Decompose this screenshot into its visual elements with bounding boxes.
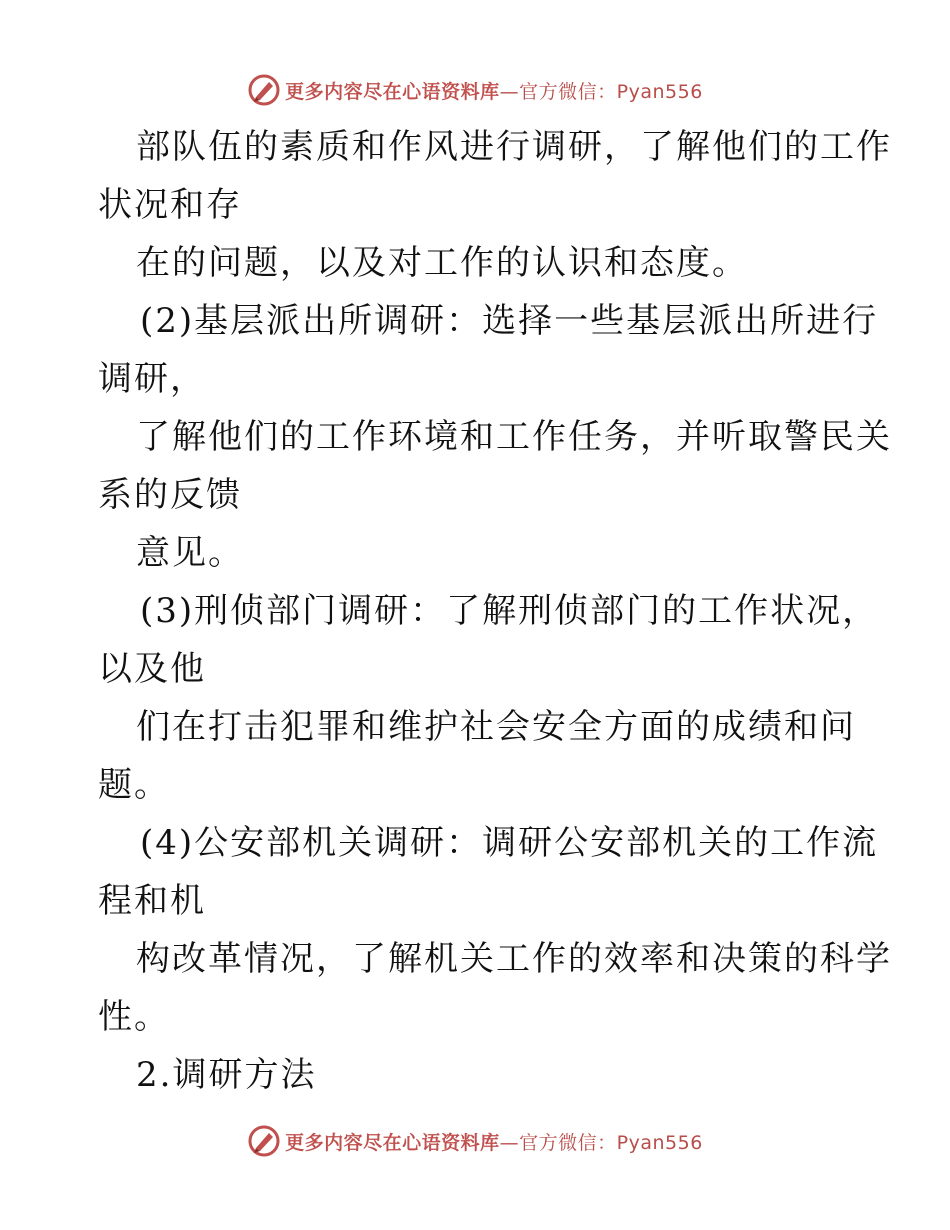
text-line: 意见。 xyxy=(136,533,244,573)
document-body xyxy=(98,118,892,1104)
watermark-sep: — xyxy=(499,80,520,103)
text-line: 程和机 xyxy=(98,881,206,921)
watermark-contact: 官方微信：Pyan556 xyxy=(519,1131,703,1154)
text-line: 以及他 xyxy=(98,649,206,689)
text-line: 们在打击犯罪和维护社会安全方面的成绩和问 xyxy=(136,707,856,747)
text-line: 调研， xyxy=(98,359,206,399)
watermark-text xyxy=(285,1128,703,1155)
text-line: 题。 xyxy=(98,765,170,805)
watermark-contact: 官方微信：Pyan556 xyxy=(519,80,703,103)
pen-logo-icon xyxy=(247,73,281,107)
text-line: (2)基层派出所调研：选择一些基层派出所进行 xyxy=(140,301,879,341)
pen-logo-icon xyxy=(247,1124,281,1158)
text-line: 部队伍的素质和作风进行调研，了解他们的工作 xyxy=(136,127,892,167)
watermark-text xyxy=(285,77,703,104)
text-line: (4)公安部机关调研：调研公安部机关的工作流 xyxy=(140,823,879,863)
header-watermark xyxy=(0,70,950,110)
watermark-main: 更多内容尽在心语资料库 xyxy=(285,1131,500,1154)
footer-watermark xyxy=(0,1121,950,1161)
text-line: 性。 xyxy=(98,997,170,1037)
text-line: 2.调研方法 xyxy=(136,1055,317,1095)
watermark-main: 更多内容尽在心语资料库 xyxy=(285,80,500,103)
text-line: 构改革情况，了解机关工作的效率和决策的科学 xyxy=(136,939,892,979)
text-line: (3)刑侦部门调研：了解刑侦部门的工作状况， xyxy=(140,591,879,631)
text-line: 在的问题，以及对工作的认识和态度。 xyxy=(136,243,748,283)
text-line: 状况和存 xyxy=(98,185,242,225)
watermark-sep: — xyxy=(499,1131,520,1154)
text-line: 了解他们的工作环境和工作任务，并听取警民关 xyxy=(136,417,892,457)
text-line: 系的反馈 xyxy=(98,475,242,515)
